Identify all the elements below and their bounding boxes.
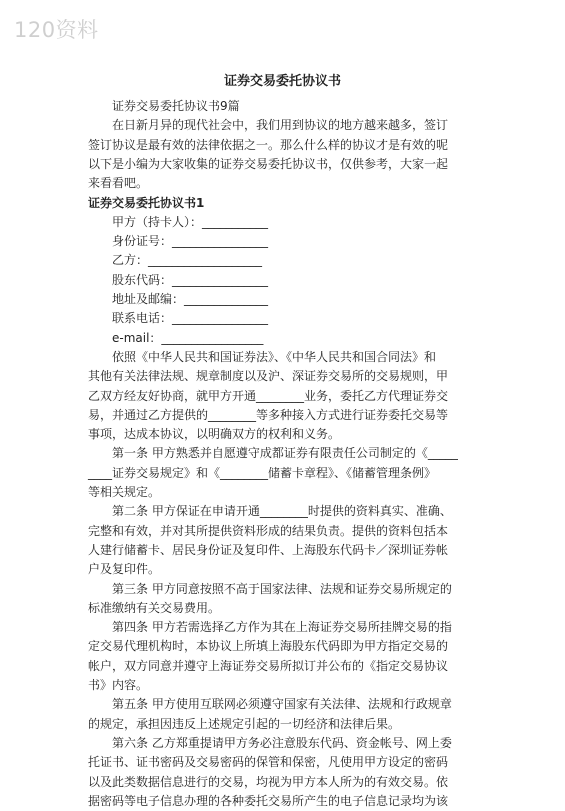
body-line: 完整和有效，并对其所提供资料形成的结果负责。提供的资料包括本 (88, 523, 449, 538)
section-heading: 证券交易委托协议书1 (88, 195, 205, 210)
body-line: ____证券交易规定》和《________储蓄卡章程》、《储蓄管理条例》 (88, 465, 437, 480)
body-line: 标准缴纳有关交易费用。 (88, 600, 221, 615)
body-line: 甲方（持卡人）：___________ (88, 214, 269, 229)
body-line: 来看看吧。 (88, 176, 149, 191)
body-line: 帐户，双方同意并遵守上海证券交易所拟订并公布的《指定交易协议 (88, 658, 449, 673)
body-line: 依照《中华人民共和国证券法》、《中华人民共和国合同法》和 (88, 349, 437, 364)
body-line: 股东代码：________________ (88, 272, 269, 287)
body-line: 据密码等电子信息办理的各种委托交易所产生的电子信息记录均为该 (88, 793, 449, 808)
body-line: 乙方：___________________ (88, 253, 263, 268)
body-line: 等相关规定。 (88, 485, 161, 499)
body-line: 书》内容。 (88, 678, 149, 692)
body-line: e-mail：_________________ (88, 330, 264, 345)
body-line: 事项，达成本协议，以明确双方的权利和义务。 (88, 427, 341, 442)
body-line: 的规定，承担因违反上述规定引起的一切经济和法律后果。 (88, 716, 401, 731)
body-line: 第一条 甲方熟悉并自愿遵守成都证券有限责任公司制定的《_____ (88, 446, 458, 461)
body-line: 定交易代理机构时，本协议上所填上海股东代码即为甲方指定交易的 (88, 639, 449, 654)
body-line: 托证书、证书密码及交易密码的保管和保密，凡使用甲方设定的密码 (88, 755, 449, 770)
body-line: 身份证号：________________ (88, 234, 269, 249)
body-line: 证券交易委托协议书9篇 (88, 99, 240, 113)
body-line: 地址及邮编：______________ (88, 292, 269, 306)
body-line: 以下是小编为大家收集的证券交易委托协议书，仅供参考，大家一起 (88, 156, 449, 171)
body-line: 其他有关法律法规、规章制度以及沪、深证券交易所的交易规则，甲 (88, 369, 449, 384)
body-line: 乙双方经友好协商，就甲方开通________业务，委托乙方代理证券交 (88, 388, 449, 403)
body-line: 签订协议是最有效的法律依据之一。那么什么样的协议才是有效的呢 (88, 137, 449, 152)
body-line: 以及此类数据信息进行的交易，均视为甲方本人所为的有效交易。依 (88, 774, 449, 789)
body-line: 易，并通过乙方提供的________等多种接入方式进行证券委托交易等 (88, 407, 449, 422)
body-line: 人建行储蓄卡、居民身份证及复印件、上海股东代码卡／深圳证券帐 (88, 542, 449, 557)
body-line: 第五条 甲方使用互联网必须遵守国家有关法律、法规和行政规章 (88, 697, 452, 712)
document-title: 证券交易委托协议书 (223, 74, 341, 89)
body-line: 第二条 甲方保证在申请开通________时提供的资料真实、准确、 (88, 504, 452, 519)
watermark-logo: 120资料 (14, 18, 99, 42)
body-line: 第四条 甲方若需选择乙方作为其在上海证券交易所挂牌交易的指 (88, 620, 452, 635)
body-line: 户及复印件。 (88, 562, 161, 577)
body-line: 第三条 甲方同意按照不高于国家法律、法规和证券交易所规定的 (88, 581, 452, 596)
body-line: 第六条 乙方郑重提请甲方务必注意股东代码、资金帐号、网上委 (88, 735, 452, 750)
body-line: 在日新月异的现代社会中，我们用到协议的地方越来越多，签订 (88, 118, 449, 133)
body-line: 联系电话：________________ (88, 311, 269, 326)
